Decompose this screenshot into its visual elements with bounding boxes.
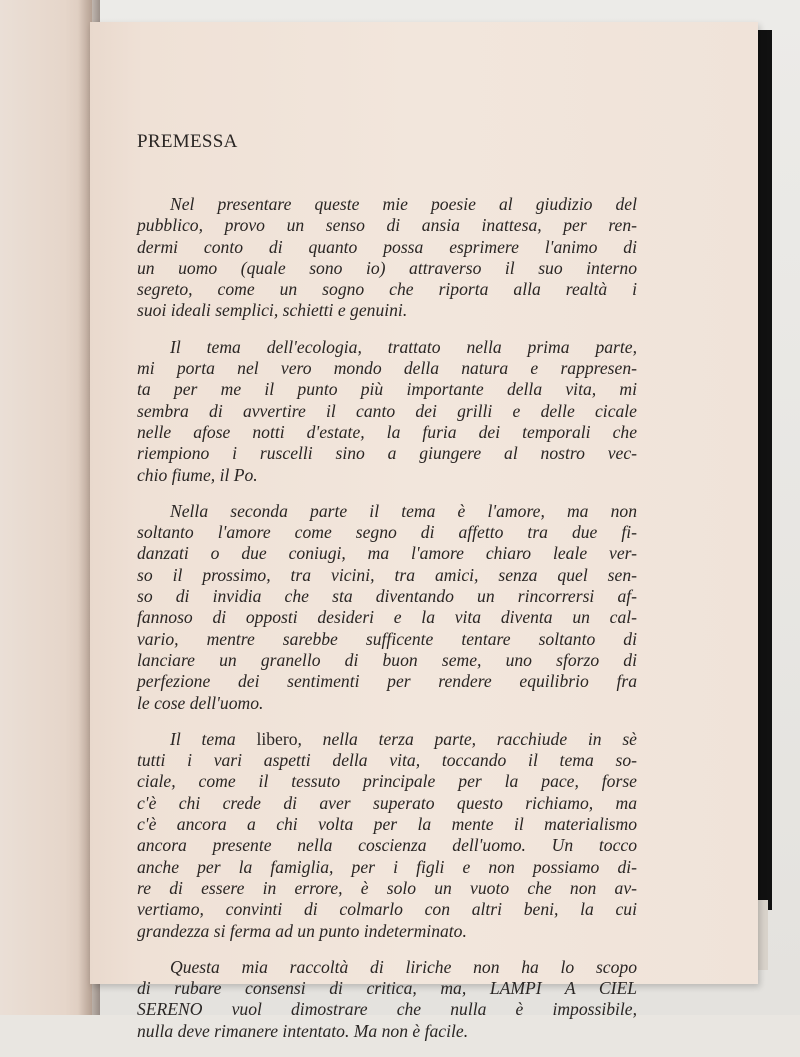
- text-line: vertiamo, convinti di colmarlo con altri beni, la cui: [137, 899, 637, 920]
- text-line: grandezza si ferma ad un punto indeterminato.: [137, 920, 467, 941]
- text-line: dermi conto di quanto possa esprimere l'animo di: [137, 236, 637, 257]
- text-line: fannoso di opposti desideri e la vita diventa un cal-: [137, 607, 637, 628]
- text-line: so il prossimo, tra vicini, tra amici, senza quel sen-: [137, 564, 637, 585]
- paragraph-4: [137, 729, 637, 942]
- upright-word: libero: [256, 728, 298, 749]
- text-line: danzati o due coniugi, ma l'amore chiaro leale ver-: [137, 543, 637, 564]
- text-line: perfezione dei sentimenti per rendere equilibrio fra: [137, 671, 637, 692]
- text-line: le cose dell'uomo.: [137, 692, 264, 713]
- text-line: ta per me il punto più importante della vita, mi: [137, 379, 637, 400]
- text-line: nelle afose notti d'estate, la furia dei temporali che: [137, 421, 637, 442]
- text-line: mi porta nel vero mondo della natura e rappresen-: [137, 358, 637, 379]
- text-line: sembra di avvertire il canto dei grilli e delle cicale: [137, 400, 637, 421]
- text-line: di rubare consensi di critica, ma, LAMPI A CIEL: [137, 978, 637, 999]
- text-line: pubblico, provo un senso di ansia inattesa, per ren-: [137, 215, 637, 236]
- text-line: c'è chi crede di aver superato questo richiamo, ma: [137, 792, 637, 813]
- text-line: vario, mentre sarebbe sufficente tentare soltanto di: [137, 628, 637, 649]
- text-line: Questa mia raccoltà di liriche non ha lo scopo: [170, 956, 637, 977]
- text-line: re di essere in errore, è solo un vuoto che non av-: [137, 877, 637, 898]
- paragraphs: [137, 194, 637, 1042]
- text-line: tutti i vari aspetti della vita, toccando il tema so-: [137, 750, 637, 771]
- text-line: Il tema dell'ecologia, trattato nella prima parte,: [170, 336, 637, 357]
- text-line: ciale, come il tessuto principale per la pace, forse: [137, 771, 637, 792]
- text-line: lanciare un granello di buon seme, uno sforzo di: [137, 649, 637, 670]
- text-line: anche per la famiglia, per i figli e non possiamo di-: [137, 856, 637, 877]
- text-line: nulla deve rimanere intentato. Ma non è facile.: [137, 1020, 469, 1041]
- text-line: suoi ideali semplici, schietti e genuini.: [137, 300, 408, 321]
- text-line: riempiono i ruscelli sino a giungere al nostro vec-: [137, 443, 637, 464]
- text-line: SERENO vuol dimostrare che nulla è impossibile,: [137, 999, 637, 1020]
- page-title: PREMESSA: [137, 131, 238, 152]
- text-line: soltanto l'amore come segno di affetto tra due fi-: [137, 522, 637, 543]
- text-line: c'è ancora a chi volta per la mente il materialismo: [137, 814, 637, 835]
- paragraph-1: [137, 194, 637, 322]
- text-line: so di invidia che sta diventando un rincorrersi af-: [137, 586, 637, 607]
- text-line: ancora presente nella coscienza dell'uomo. Un tocco: [137, 835, 637, 856]
- text-line: un uomo (quale sono io) attraverso il suo interno: [137, 257, 637, 278]
- text-line: chio fiume, il Po.: [137, 464, 258, 485]
- text-line: Nella seconda parte il tema è l'amore, ma non: [170, 500, 637, 521]
- paragraph-5: [137, 957, 637, 1042]
- text-line: Il tema libero, nella terza parte, racchiude in sè: [170, 728, 637, 749]
- text-line: Nel presentare queste mie poesie al giudizio del: [170, 194, 637, 214]
- text-line: segreto, come un sogno che riporta alla realtà i: [137, 279, 637, 300]
- paragraph-3: [137, 501, 637, 714]
- paragraph-2: [137, 337, 637, 486]
- page-text: [137, 98, 637, 1057]
